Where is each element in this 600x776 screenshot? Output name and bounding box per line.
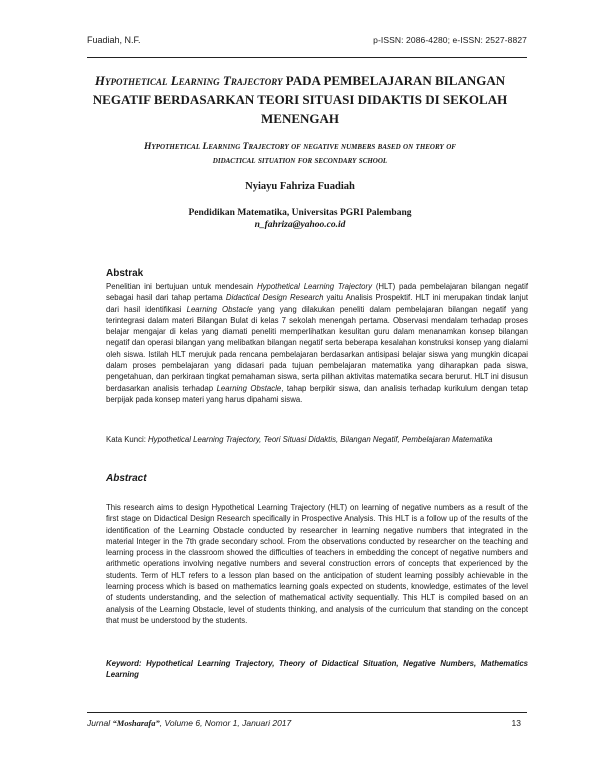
abstrak-text: (HLT) pada pembelajaran bilangan negatif sebagai hasil dari tahap pertama <box>106 282 528 303</box>
paper-title <box>60 71 540 128</box>
affiliation: Pendidikan Matematika, Universitas PGRI Palembang <box>188 208 412 218</box>
abstrak-italic: Learning Obstacle <box>186 304 253 314</box>
footer-journal-info <box>87 718 291 728</box>
running-header-issn: p-ISSN: 2086-4280; e-ISSN: 2527-8827 <box>373 35 527 45</box>
abstrak-italic: Didactical Design Research <box>225 293 324 303</box>
author-email: n_fahriza@yahoo.co.id <box>254 220 346 230</box>
abstrak-body <box>106 281 528 405</box>
abstrak-text: yang yang dilakukan peneliti dalam pembelajaran bilangan negatif yang terintegrasi dalam materi Bilangan Bulat di kelas 7 sekolah menengah pertama. Observasi mendalam terhadap proses belajar mengajar di kelas yang diamati peneliti memperlihatkan kesulitan guru dalam menanamkan konsep bilangan negatif dan operasi bilangan yang melibatkan bilangan negatif serta beberapa kesalahan konstruksi konsep yang dialami oleh siswa. Istilah HLT merujuk pada rencana pembelajaran berdasarkan antisipasi belajar siswa yang mungkin dicapai dalam proses pembelajaran yang didasari pada tujuan pembelajaran matematika yang diharapkan pada siswa, pengetahuan, dan perkiraan tingkat pemahaman siswa, serta pilihan aktivitas matematika secara berurut. HLT ini disusun berdasarkan analisis terhadap <box>106 304 528 393</box>
abstrak-text: yaitu Analisis Prospektif. HLT ini merupakan tindak lanjut dari hasil identifikasi <box>106 293 528 314</box>
abstrak-italic: Hypothetical Learning Trajectory <box>256 282 372 291</box>
footer-volume: , Volume 6, Nomor 1, Januari 2017 <box>159 718 292 728</box>
abstrak-heading: Abstrak <box>106 268 144 279</box>
abstract-heading: Abstract <box>106 473 147 484</box>
kata-kunci-value: Hypothetical Learning Trajectory, Teori Situasi Didaktis, Bilangan Negatif, Pembelajaran Matematika <box>148 435 493 444</box>
kata-kunci-label: Kata Kunci: <box>106 435 149 444</box>
header-divider <box>87 57 527 58</box>
title-italic-part: Hypothetical Learning Trajectory <box>94 73 283 88</box>
title-line2: NEGATIF BERDASARKAN TEORI SITUASI DIDAKTIS DI SEKOLAH MENENGAH <box>92 92 508 126</box>
english-title-line2: didactical situation for secondary school <box>212 154 388 166</box>
english-title <box>85 140 515 167</box>
abstrak-text: , tahap berpikir siswa, dan analisis terhadap kurikulum dengan tetap berpijak pada konsep materi yang harus dipahami siswa. <box>106 383 529 404</box>
journal-name: “Mosharafa” <box>112 718 160 728</box>
abstrak-text: Penelitian ini bertujuan untuk mendesain <box>106 282 257 291</box>
footer-prefix: Jurnal <box>87 718 113 728</box>
abstract-body: This research aims to design Hypothetical Learning Trajectory (HLT) on learning of negative numbers as a result of the first stage on Didactical Design Research specifically in Prospective Analysis. This HLT is a follow up of the results of the identification of the Learning Obstacle conducted by researcher in learning negative numbers that integrated in the material Integer in the 7th grade secondary school. From the observations conducted by researcher on the teaching and learning process in the classroom showed the difficulties of teachers in embedding the concept of negative numbers and arithmetic operations involving negative numbers and several construction errors of concepts that experienced by the students. Term of HLT refers to a lesson plan based on the anticipation of student learning possibly achievable in the learning process which is based on mathematics learning goals expected on students, knowledge, estimates of the level of students understanding, and the selection of mathematical activity sequentially. This HLT is compiled based on an analysis of the Learning Obstacle, level of students thinking, and analysis of the curriculum that standing on the concept that must be understood by the students. <box>106 503 528 625</box>
kata-kunci <box>106 434 528 445</box>
author-name: Nyiayu Fahriza Fuadiah <box>245 181 355 192</box>
running-header-author: Fuadiah, N.F. <box>87 35 141 45</box>
keywords-english: Keyword: Hypothetical Learning Trajectory, Theory of Didactical Situation, Negative Numbers, Mathematics Learning <box>106 659 528 680</box>
page-number: 13 <box>511 718 521 728</box>
english-title-line1: Hypothetical Learning Trajectory of negative numbers based on theory of <box>144 141 456 152</box>
abstrak-italic: Learning Obstacle <box>216 383 282 393</box>
title-line1-rest: PADA PEMBELAJARAN BILANGAN <box>285 73 506 88</box>
footer-divider <box>87 712 527 713</box>
author-affiliation-block <box>0 207 600 231</box>
